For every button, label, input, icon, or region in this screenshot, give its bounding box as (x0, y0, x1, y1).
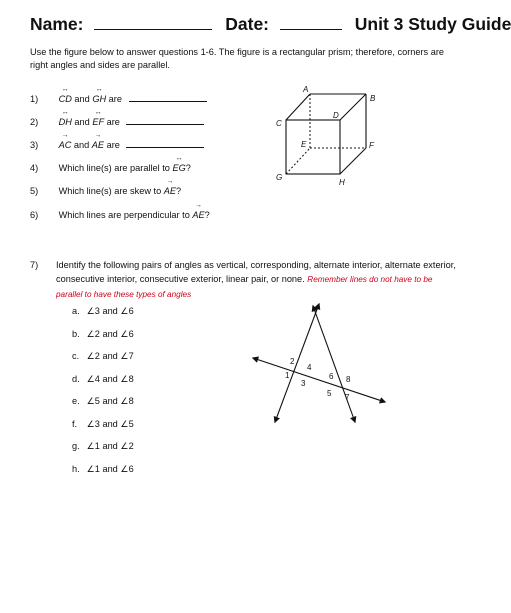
page-header (30, 14, 511, 35)
transversal-left (275, 304, 319, 422)
answer-blank-3[interactable] (126, 146, 204, 148)
pair-e: e. ∠5 and ∠8 (72, 396, 134, 406)
angle-label-2: 2 (290, 357, 295, 366)
angle-label-8: 8 (346, 375, 351, 384)
pair-d: d. ∠4 and ∠8 (72, 374, 134, 384)
name-blank[interactable] (94, 28, 212, 30)
pair-b: b. ∠2 and ∠6 (72, 329, 134, 339)
edge-db (340, 94, 366, 120)
date-label: Date: (225, 14, 270, 34)
edge-hf (340, 148, 366, 174)
angle-label-7: 7 (345, 393, 350, 402)
question-6: 6) Which lines are perpendicular to → AE? (30, 210, 210, 220)
vertex-label-f: F (369, 141, 374, 150)
angle-label-5: 5 (327, 389, 332, 398)
angle-label-4: 4 (307, 363, 312, 372)
ray-ae: → AE (92, 140, 104, 150)
line-horizontal (253, 358, 385, 402)
ray-ac: → AC (59, 140, 72, 150)
pair-h: h. ∠1 and ∠6 (72, 464, 134, 474)
pair-f: f. ∠3 and ∠5 (72, 419, 134, 429)
pair-a: a. ∠3 and ∠6 (72, 306, 134, 316)
vertex-label-a: A (303, 85, 309, 94)
ray-ae-q5: → AE (164, 186, 176, 196)
vertex-label-d: D (333, 111, 339, 120)
vertex-label-g: G (276, 173, 283, 182)
segment-gh: ↔ GH (92, 94, 106, 104)
segment-cd: ↔ CD (59, 94, 72, 104)
edge-ca (286, 94, 310, 120)
intro-text: Use the figure below to answer questions 1-6. The figure is a rectangular prism; therefore, corners are right angles and sides are parallel. (30, 47, 444, 70)
angle-label-1: 1 (285, 371, 290, 380)
question-1: 1) ↔ CD and ↔ GH are (30, 94, 207, 104)
answer-blank-2[interactable] (126, 123, 204, 125)
question-4: 4) Which line(s) are parallel to ↔ EG? (30, 163, 191, 173)
question-5: 5) Which line(s) are skew to → AE? (30, 186, 181, 196)
angle-label-6: 6 (329, 372, 334, 381)
vertex-label-c: C (276, 119, 282, 128)
question-7-note: Remember lines do not have to be parallel to have these types of angles (56, 275, 433, 299)
vertex-label-b: B (370, 94, 376, 103)
transversal-diagram (245, 298, 395, 428)
page-title: Unit 3 Study Guide (354, 14, 511, 34)
pair-g: g. ∠1 and ∠2 (72, 441, 134, 451)
name-label: Name: (30, 14, 84, 34)
pair-c: c. ∠2 and ∠7 (72, 351, 134, 361)
segment-eg: ↔ EG (172, 163, 185, 173)
rectangular-prism-diagram (270, 84, 390, 194)
transversal-right (313, 306, 355, 422)
prism-front-face (286, 120, 340, 174)
hidden-edge-ge (286, 148, 310, 174)
question-3: 3) → AC and → AE are (30, 140, 204, 150)
vertex-label-h: H (339, 178, 345, 187)
ray-ae-q6: → AE (192, 210, 204, 220)
vertex-label-e: E (301, 140, 307, 149)
answer-blank-1[interactable] (129, 100, 207, 102)
question-7: 7) Identify the following pairs of angles as vertical, corresponding, alternate interior, alternate exterior, consecutive interior, consecutive exterior, linear pair, or none. Remember lines do not have to be parallel to have these types of angles (30, 260, 456, 299)
angle-label-3: 3 (301, 379, 306, 388)
segment-dh: ↔ DH (59, 117, 72, 127)
date-blank[interactable] (280, 28, 342, 30)
question-7-text: Identify the following pairs of angles as vertical, corresponding, alternate interior, alternate exterior, consecutive interior, consecutive exterior, linear pair, or none. (56, 260, 456, 284)
segment-ef: ↔ EF (92, 117, 104, 127)
question-2: 2) ↔ DH and ↔ EF are (30, 117, 204, 127)
